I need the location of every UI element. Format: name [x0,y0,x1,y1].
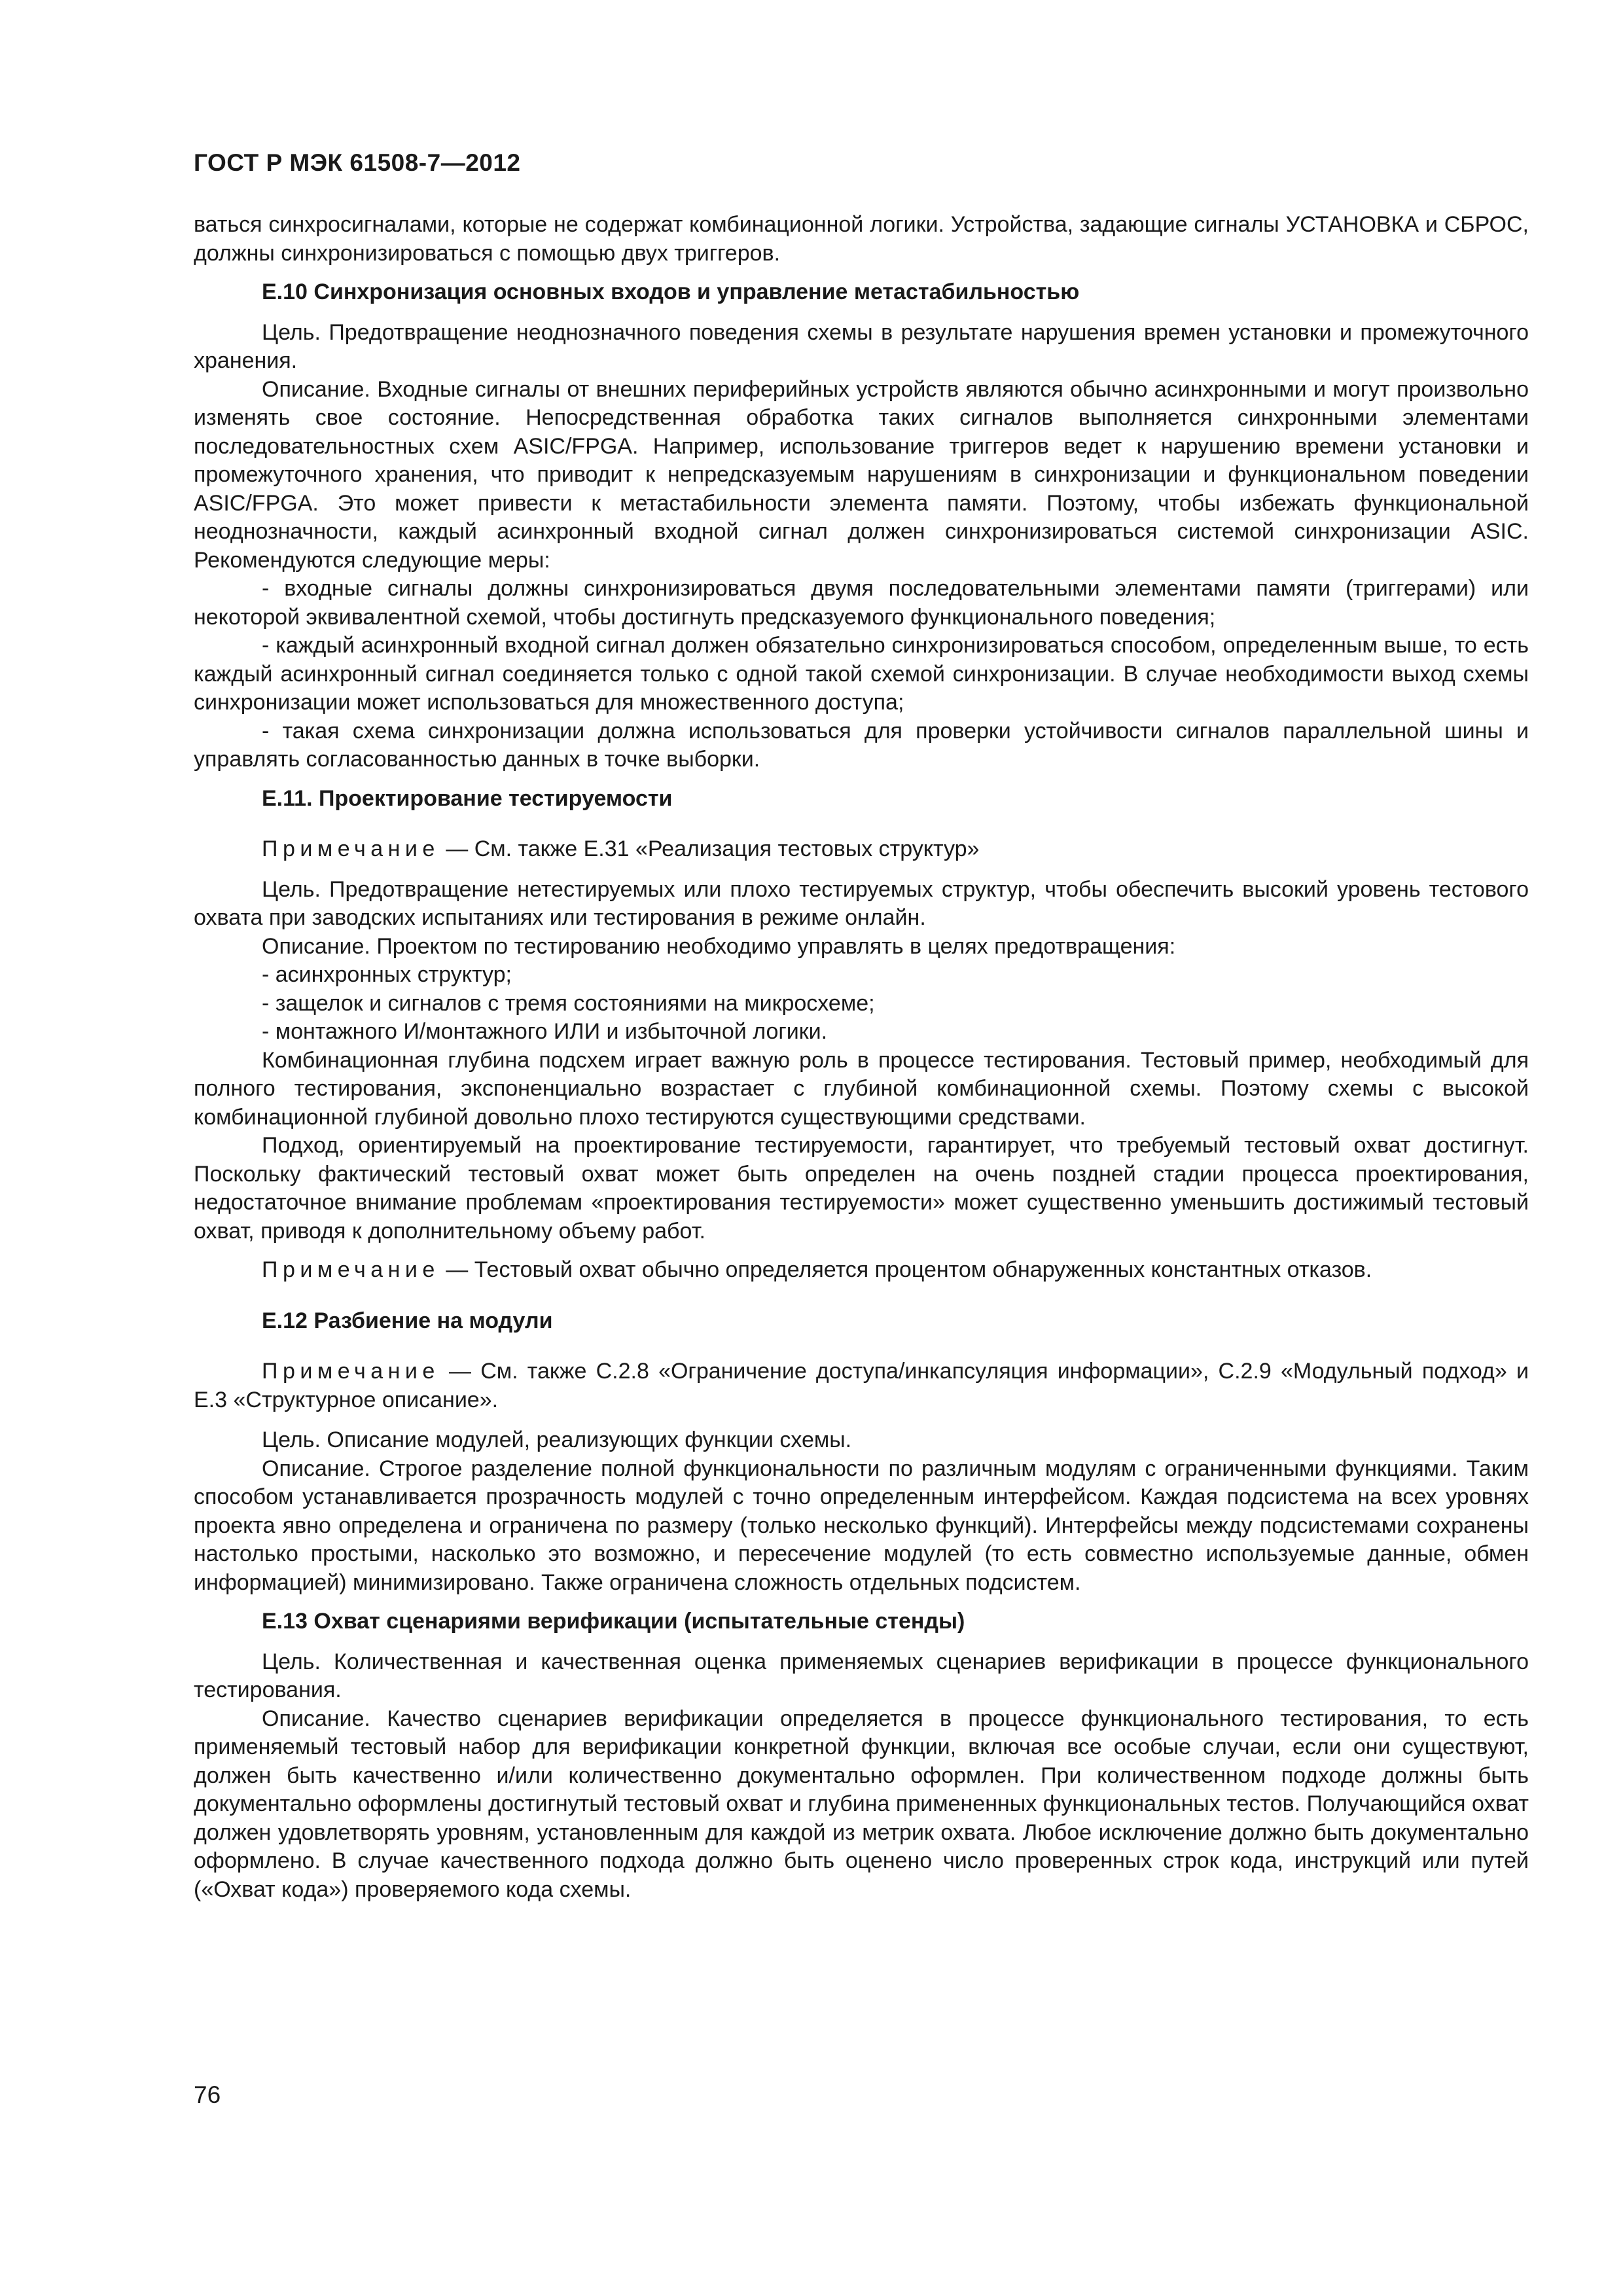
note-text: — См. также Е.31 «Реализация тестовых структур» [439,836,980,861]
note-e11 [194,825,1529,876]
note-text: — См. также С.2.8 «Ограничение доступа/инкапсуляция информации», С.2.9 «Модульный подход» и Е.3 «Структурное описание». [194,1359,1529,1412]
note-text: — Тестовый охват обычно определяется процентом обнаруженных константных отказов. [439,1257,1372,1282]
paragraph-e11-goal: Цель. Предотвращение нетестируемых или плохо тестируемых структур, чтобы обеспечить высокий уровень тестового охвата при заводских испытаниях или тестирования в режиме онлайн. [194,876,1529,930]
section-heading-e10: Е.10 Синхронизация основных входов и управление метастабильностью [262,279,1080,304]
document-body [194,211,1529,1904]
note-e12 [194,1347,1529,1426]
section-heading-e11: Е.11. Проектирование тестируемости [262,785,673,811]
note-label: Примечание [262,1359,440,1384]
list-item-e10-1: - входные сигналы должны синхронизироваться двумя последовательными элементами памяти (триггерами) или некоторой эквивалентной схемой, чтобы достигнуть предсказуемого функционального поведения; [194,576,1529,630]
paragraph-e11-depth: Комбинационная глубина подсхем играет важную роль в процессе тестирования. Тестовый пример, необходимый для полного тестирования, экспоненциально возрастает с глубиной комбинационной схемы. Поэтому схемы с высокой комбинационной глубиной довольно плохо тестируются существующими средствами. [194,1047,1529,1130]
paragraph-e10-description: Описание. Входные сигналы от внешних периферийных устройств являются обычно асинхронными и могут произвольно изменять свое состояние. Непосредственная обработка таких сигналов выполняется синхронными элементами последовательностных схем ASIC/FPGA. Например, использование триггеров ведет к нарушению времени установки и промежуточного хранения, что приводит к непредсказуемым нарушениям в синхронизации и функциональном поведении ASIC/FPGA. Это может привести к метастабильности элемента памяти. Поэтому, чтобы избежать функциональной неоднозначности, каждый асинхронный входной сигнал должен синхронизироваться системой синхронизации ASIC. Рекомендуются следующие меры: [194,376,1529,573]
paragraph-e13-description: Описание. Качество сценариев верификации определяется в процессе функционального тестирования, то есть применяемый тестовый набор для верификации конкретной функции, включая все особые случаи, если они существуют, должен быть качественно и/или количественно документально оформлен. При количественном подходе должны быть документально оформлены достигнутый тестовый охват и глубина примененных функциональных тестов. Получающийся охват должен удовлетворять уровням, установленным для каждой из метрик охвата. Любое исключение должно быть документально оформлено. В случае качественного подхода должно быть оценено число проверенных строк кода, инструкций или путей («Охват кода») проверяемого кода схемы. [194,1706,1529,1902]
list-item-e11-2: - защелок и сигналов с тремя состояниями на микросхеме; [262,990,875,1016]
section-heading-e12: Е.12 Разбиение на модули [262,1308,553,1333]
note-label: Примечание [262,836,440,861]
list-item-e11-3: - монтажного И/монтажного ИЛИ и избыточной логики. [262,1019,828,1044]
note-e11-coverage [194,1246,1529,1297]
paragraph-e10-goal: Цель. Предотвращение неоднозначного поведения схемы в результате нарушения времен установки и промежуточного хранения. [194,319,1529,373]
section-heading-e13: Е.13 Охват сценариями верификации (испытательные стенды) [262,1609,965,1634]
list-item-e11-1: - асинхронных структур; [262,962,512,987]
list-item-e10-3: - такая схема синхронизации должна использоваться для проверки устойчивости сигналов параллельной шины и управлять согласованностью данных в точке выборки. [194,718,1529,772]
document-header: ГОСТ Р МЭК 61508-7—2012 [194,149,521,176]
paragraph-e11-approach: Подход, ориентируемый на проектирование тестируемости, гарантирует, что требуемый тестовый охват достигнут. Поскольку фактический тестовый охват может быть определен на очень поздней стадии процесса проектирования, недостаточное внимание проблемам «проектирования тестируемости» может существенно уменьшить достижимый тестовый охват, приводя к дополнительному объему работ. [194,1133,1529,1244]
paragraph-e11-description: Описание. Проектом по тестированию необходимо управлять в целях предотвращения: [262,933,1176,959]
paragraph-e12-description: Описание. Строгое разделение полной функциональности по различным модулям с ограниченными функциями. Таким способом устанавливается прозрачность модулей с точно определенным интерфейсом. Каждая подсистема на всех уровнях проекта явно определена и ограничена по размеру (только несколько функций). Интерфейсы между подсистемами сохранены настолько простыми, насколько это возможно, и пересечение модулей (то есть совместно используемые данные, обмен информацией) минимизировано. Также ограничена сложность отдельных подсистем. [194,1456,1529,1595]
list-item-e10-2: - каждый асинхронный входной сигнал должен обязательно синхронизироваться способом, определенным выше, то есть каждый асинхронный сигнал соединяется только с одной такой схемой синхронизации. В случае необходимости выход схемы синхронизации может использоваться для множественного доступа; [194,633,1529,715]
paragraph-e12-goal: Цель. Описание модулей, реализующих функции схемы. [262,1427,852,1452]
note-label: Примечание [262,1257,440,1282]
page-number: 76 [194,2081,221,2108]
paragraph-continuation: ваться синхросигналами, которые не содержат комбинационной логики. Устройства, задающие сигналы УСТАНОВКА и СБРОС, должны синхронизироваться с помощью двух триггеров. [194,212,1529,266]
paragraph-e13-goal: Цель. Количественная и качественная оценка применяемых сценариев верификации в процессе функционального тестирования. [194,1649,1529,1702]
